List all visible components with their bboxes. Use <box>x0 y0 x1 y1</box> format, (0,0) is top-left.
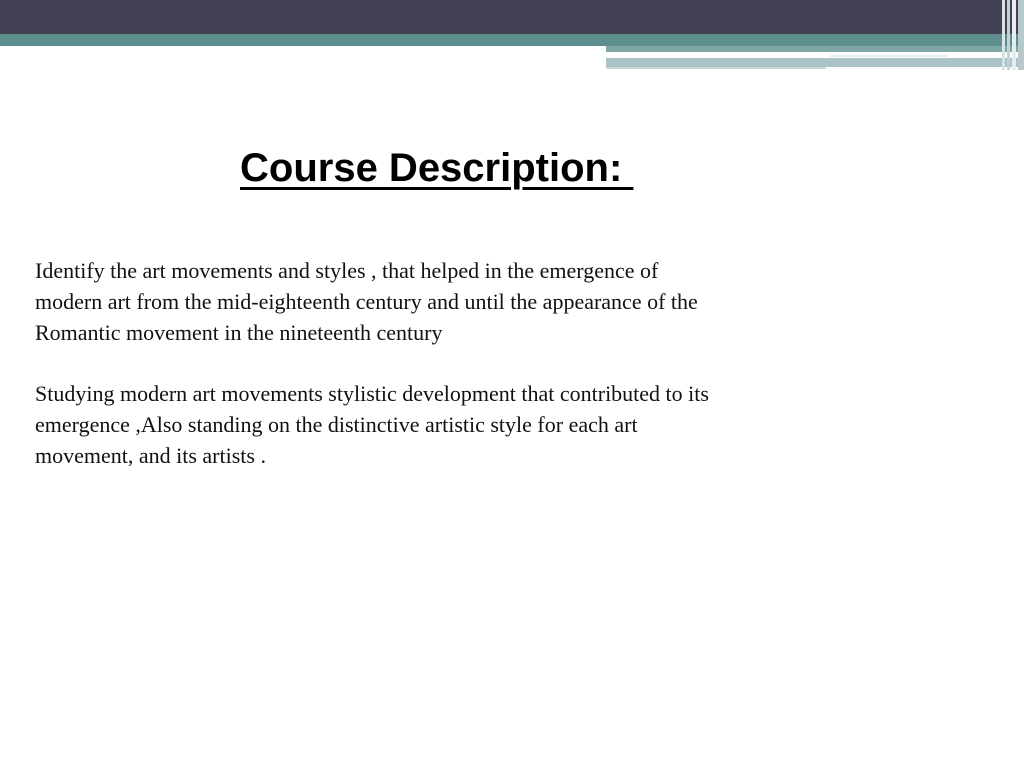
paragraph-1: Identify the art movements and styles , that helped in the emergence of modern art from the mid-eighteenth century and until the appearance of the Romantic movement in the nineteenth century <box>35 258 698 345</box>
stripe <box>1002 0 1005 70</box>
header-band-teal <box>0 34 1024 46</box>
slide-body <box>35 255 935 471</box>
stripe <box>1012 0 1016 70</box>
stripe <box>1007 0 1010 70</box>
slide-title: Course Description: <box>240 146 634 190</box>
stripe <box>1018 0 1024 70</box>
header-vertical-stripes <box>994 0 1024 70</box>
header-band-light <box>606 58 1024 67</box>
header-band-dark <box>0 0 1024 34</box>
paragraph-2: Studying modern art movements stylistic development that contributed to its emergence ,Also standing on the distinctive artistic style for each art movement, and its artists . <box>35 381 709 468</box>
header-band-light-thin <box>606 67 826 69</box>
header-band-highlight <box>830 55 948 57</box>
paragraph-spacer <box>35 348 935 378</box>
